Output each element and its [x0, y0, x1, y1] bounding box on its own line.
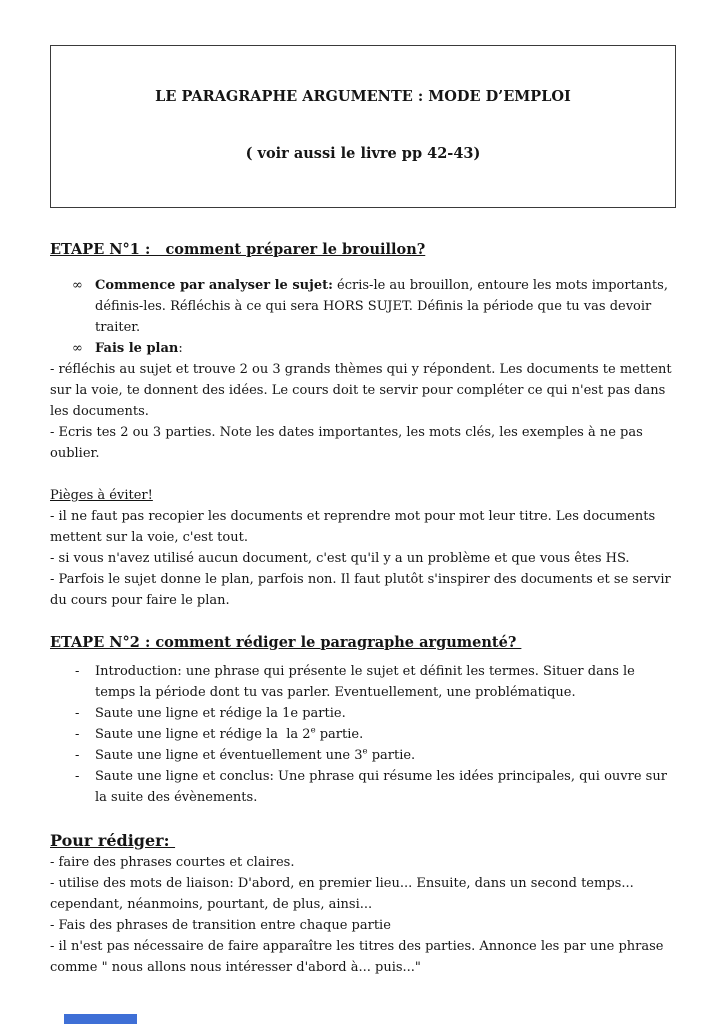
paragraph: - Fais des phrases de transition entre chaque partie [50, 918, 391, 933]
title-box [50, 45, 676, 208]
list-item-pre: Saute une ligne et éventuellement une 3 [95, 748, 363, 763]
list-item [50, 724, 676, 745]
list-item-pre: Saute une ligne et rédige la la 2 [95, 727, 311, 742]
dash-bullet: - [75, 769, 80, 784]
etape1-heading: ETAPE N°1 : comment préparer le brouillon? [50, 241, 426, 258]
list-item [50, 745, 676, 766]
list-item-lead: Fais le plan [95, 341, 179, 356]
blue-artifact [64, 1014, 137, 1024]
list-item-text [95, 661, 676, 703]
list-item-rest: écris-le au brouillon, entoure les mots importants, définis-les. Réfléchis à ce qui sera HORS SUJET. Définis la période que tu vas devoir traiter. [95, 278, 673, 335]
etape2-dash-list [50, 661, 676, 808]
paragraph: - utilise des mots de liaison: D'abord, en premier lieu... Ensuite, dans un second temps... cependant, néanmoins, pourtant, de plus, ainsi... [50, 876, 638, 912]
dash-bullet: - [75, 748, 80, 763]
paragraph: - si vous n'avez utilisé aucun document, c'est qu'il y a un problème et que vous êtes HS. [50, 551, 630, 566]
superscript: e [310, 725, 316, 736]
superscript: e [362, 746, 368, 757]
pieges-heading: Pièges à éviter! [50, 488, 153, 503]
list-item-pre: Saute une ligne et conclus: Une phrase qui résume les idées principales, qui ouvre sur la suite des évènements. [95, 769, 672, 805]
list-item-lead: Commence par analyser le sujet: [95, 278, 333, 293]
infinity-bullet-icon: ∞ [72, 278, 83, 293]
blank-line [50, 464, 676, 485]
blank-line [50, 611, 676, 632]
list-item-rest: : [178, 341, 183, 356]
list-item-text [95, 724, 676, 745]
list-item [50, 338, 676, 359]
infinity-bullet-icon: ∞ [72, 341, 83, 356]
paragraph: - Parfois le sujet donne le plan, parfois non. Il faut plutôt s'inspirer des documents et se servir du cours pour faire le plan. [50, 572, 675, 608]
rediger-heading: Pour rédiger: [50, 831, 176, 850]
etape2-heading: ETAPE N°2 : comment rédiger le paragraphe argumenté? [50, 634, 522, 651]
paragraph: - réfléchis au sujet et trouve 2 ou 3 grands thèmes qui y répondent. Les documents te mettent sur la voie, te donnent des idées. Le cours doit te servir pour compléter ce qui n'est pas dans les documents. [50, 362, 676, 419]
list-item-pre: Introduction: une phrase qui présente le sujet et définit les termes. Situer dans le temps la période dont tu vas parler. Eventuellement, une problématique. [95, 664, 639, 700]
list-item-text [95, 275, 676, 338]
paragraph: - Ecris tes 2 ou 3 parties. Note les dates importantes, les mots clés, les exemples à ne pas oublier. [50, 425, 647, 461]
list-item-text [95, 338, 676, 359]
dash-bullet: - [75, 706, 80, 721]
document-title: LE PARAGRAPHE ARGUMENTE : MODE D’EMPLOI [155, 88, 571, 105]
etape1-bullet-list [50, 275, 676, 359]
list-item-text [95, 703, 676, 724]
list-item-text [95, 766, 676, 808]
document-subtitle: ( voir aussi le livre pp 42-43) [245, 145, 481, 162]
list-item [50, 703, 676, 724]
list-item [50, 661, 676, 703]
list-item-post: partie. [315, 727, 364, 742]
paragraph: - il n'est pas nécessaire de faire apparaître les titres des parties. Annonce les par une phrase comme " nous allons nous intéresser d'abord à... puis..." [50, 939, 668, 975]
paragraph: - il ne faut pas recopier les documents et reprendre mot pour mot leur titre. Les documents mettent sur la voie, c'est tout. [50, 509, 660, 545]
dash-bullet: - [75, 727, 80, 742]
list-item-pre: Saute une ligne et rédige la 1e partie. [95, 706, 346, 721]
list-item-text [95, 745, 676, 766]
list-item [50, 766, 676, 808]
list-item [50, 275, 676, 338]
paragraph: - faire des phrases courtes et claires. [50, 855, 295, 870]
list-item-post: partie. [367, 748, 416, 763]
dash-bullet: - [75, 664, 80, 679]
